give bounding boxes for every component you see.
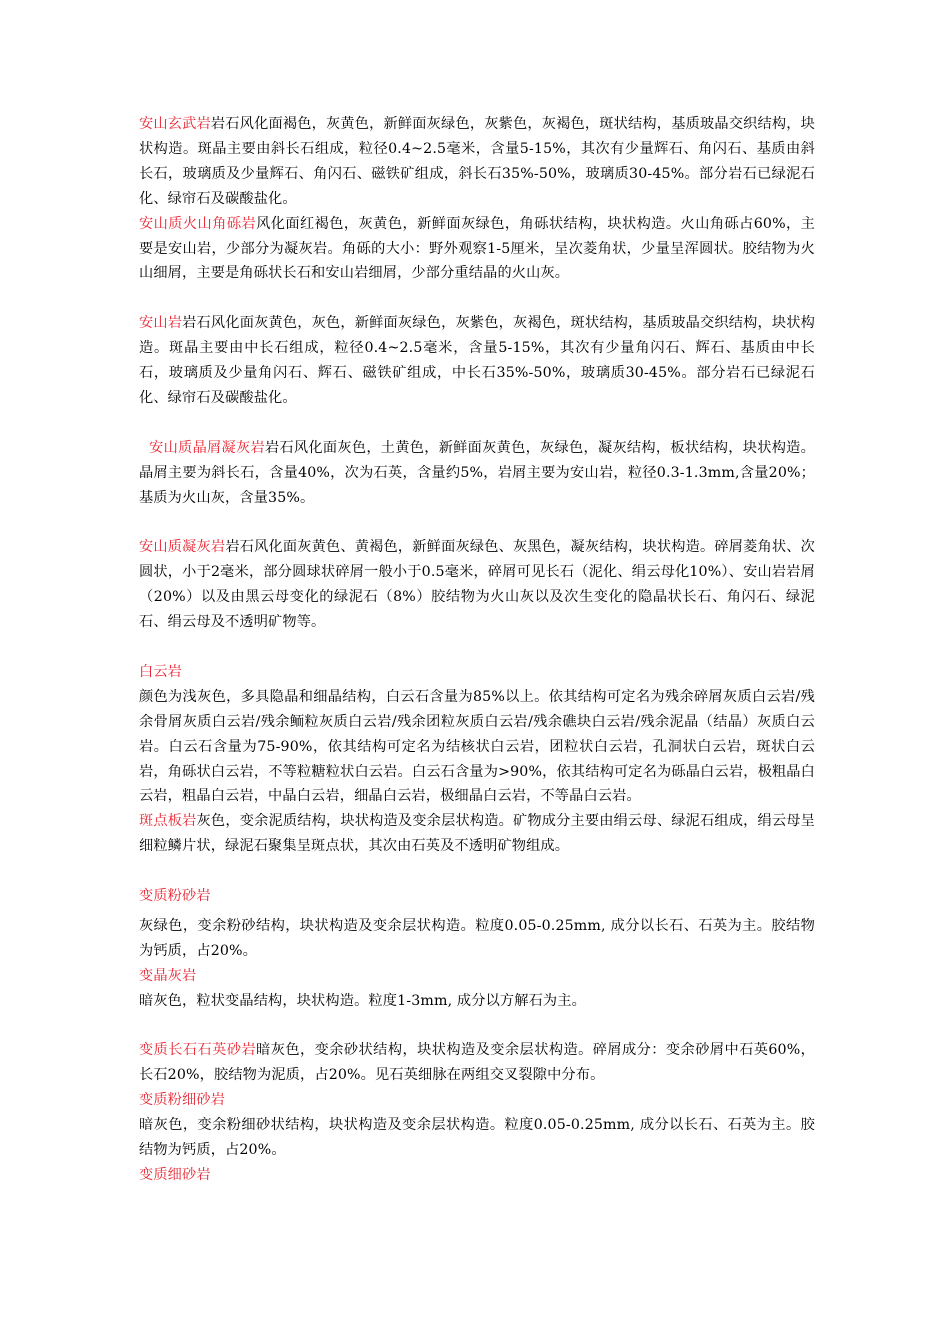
paragraph-andesitic-tuff xyxy=(139,535,815,635)
rock-description: 岩石风化面褐色，灰黄色，新鲜面灰绿色，灰紫色，灰褐色，斑状结构，基质玻晶交织结构，块状构造。斑晶主要由斜长石组成，粒径0.4~2.5毫米，含量5-15%，其次有少量辉石、角闪石、基质由斜长石，玻璃质及少量辉石、角闪石、磁铁矿组成，斜长石35%-50%，玻璃质30-45%。部分岩石已绿泥石化、绿帘石及碳酸盐化。 xyxy=(139,116,815,207)
rock-description: 暗灰色，变余砂状结构，块状构造及变余层状构造。碎屑成分：变余砂屑中石英60%，长石20%，胶结物为泥质，占20%。见石英细脉在两组交叉裂隙中分布。 xyxy=(139,1042,815,1084)
paragraph-meta-silty-fine-sandstone xyxy=(139,1113,815,1163)
heading-meta-fine-sandstone xyxy=(139,1163,815,1188)
heading-dolomite xyxy=(139,660,815,685)
paragraph-andesite xyxy=(139,311,815,411)
rock-term: 安山岩 xyxy=(139,315,183,332)
blank-line xyxy=(139,411,815,436)
rock-term: 白云岩 xyxy=(139,663,183,680)
rock-description: 岩石风化面灰黄色、黄褐色，新鲜面灰绿色、灰黑色，凝灰结构，块状构造。碎屑菱角状、次圆状，小于2毫米，部分圆球状碎屑一般小于0.5毫米，碎屑可见长石（泥化、绢云母化10%）、安山岩岩屑（20%）以及由黑云母变化的绿泥石（8%）胶结物为火山灰以及次生变化的隐晶状长石、角闪石、绿泥石、绢云母及不透明矿物等。 xyxy=(139,539,816,631)
rock-term: 变质粉细砂岩 xyxy=(139,1092,226,1109)
blank-line xyxy=(139,1014,815,1039)
rock-description: 暗灰色，粒状变晶结构，块状构造。粒度1-3mm, 成分以方解石为主。 xyxy=(139,992,586,1009)
rock-description: 岩石风化面灰黄色，灰色，新鲜面灰绿色，灰紫色，灰褐色，斑状结构，基质玻晶交织结构，块状构造。斑晶主要由中长石组成，粒径0.4~2.5毫米，含量5-15%，其次有少量角闪石、辉石、基质由中长石，玻璃质及少量角闪石、辉石、磁铁矿组成，中长石35%-50%，玻璃质30-45%。部分岩石已绿泥石化、绿帘石及碳酸盐化。 xyxy=(139,315,815,406)
paragraph-meta-siltstone xyxy=(139,914,815,964)
rock-term: 变质细砂岩 xyxy=(139,1166,211,1183)
paragraph-andesite-basalt xyxy=(139,112,815,212)
heading-metacrystalline-limestone xyxy=(139,964,815,989)
rock-term: 安山质凝灰岩 xyxy=(139,539,226,556)
rock-term: 安山玄武岩 xyxy=(139,116,211,132)
heading-meta-silty-fine-sandstone xyxy=(139,1088,815,1113)
rock-term: 斑点板岩 xyxy=(139,813,197,830)
rock-description: 岩石风化面灰色，土黄色，新鲜面灰黄色，灰绿色，凝灰结构，板状结构，块状构造。晶屑主要为斜长石，含量40%，次为石英，含量约5%，岩屑主要为安山岩，粒径0.3-1.3mm,含量20%；基质为火山灰，含量35%。 xyxy=(139,439,815,506)
heading-meta-siltstone xyxy=(139,884,815,909)
blank-line xyxy=(139,859,815,884)
blank-line xyxy=(139,635,815,660)
paragraph-andesitic-volcanic-breccia xyxy=(139,212,815,287)
paragraph-meta-feldspar-quartz-sandstone xyxy=(139,1038,815,1088)
blank-line xyxy=(139,286,815,311)
paragraph-metacrystalline-limestone xyxy=(139,989,815,1014)
rock-term: 变质长石石英砂岩 xyxy=(139,1042,257,1059)
document-body xyxy=(139,112,815,1188)
paragraph-spotted-slate xyxy=(139,809,815,859)
blank-line xyxy=(139,510,815,535)
rock-term: 安山质火山角砾岩 xyxy=(139,215,257,232)
rock-term: 变晶灰岩 xyxy=(139,967,197,984)
rock-description: 暗灰色，变余粉细砂状结构，块状构造及变余层状构造。粒度0.05-0.25mm, 成分以长石、石英为主。胶结物为钙质，占20%。 xyxy=(139,1117,815,1159)
paragraph-dolomite xyxy=(139,685,815,810)
rock-description: 风化面红褐色，灰黄色，新鲜面灰绿色，角砾状结构，块状构造。火山角砾占60%，主要是安山岩，少部分为凝灰岩。角砾的大小：野外观察1-5厘米，呈次菱角状，少量呈浑圆状。胶结物为火山细屑，主要是角砾状长石和安山岩细屑，少部分重结晶的火山灰。 xyxy=(139,215,815,282)
rock-term: 变质粉砂岩 xyxy=(139,888,211,905)
rock-term: 安山质晶屑凝灰岩 xyxy=(149,439,265,456)
paragraph-andesitic-crystal-tuff xyxy=(139,436,815,511)
rock-description: 灰色，变余泥质结构，块状构造及变余层状构造。矿物成分主要由绢云母、绿泥石组成，绢云母呈细粒鳞片状，绿泥石聚集呈斑点状，其次由石英及不透明矿物组成。 xyxy=(139,813,816,855)
rock-description: 颜色为浅灰色，多具隐晶和细晶结构，白云石含量为85%以上。依其结构可定名为残余碎屑灰质白云岩/残余骨屑灰质白云岩/残余鲕粒灰质白云岩/残余团粒灰质白云岩/残余礁块白云岩/残余泥晶（结晶）灰质白云岩。白云石含量为75-90%，依其结构可定名为结核状白云岩，团粒状白云岩，孔洞状白云岩，斑状白云岩，角砾状白云岩，不等粒糖粒状白云岩。白云石含量为>90%，依其结构可定名为砾晶白云岩，极粗晶白云岩，粗晶白云岩，中晶白云岩，细晶白云岩，极细晶白云岩，不等晶白云岩。 xyxy=(139,688,815,805)
rock-description: 灰绿色，变余粉砂结构，块状构造及变余层状构造。粒度0.05-0.25mm, 成分以长石、石英为主。胶结物为钙质，占20%。 xyxy=(139,917,815,959)
